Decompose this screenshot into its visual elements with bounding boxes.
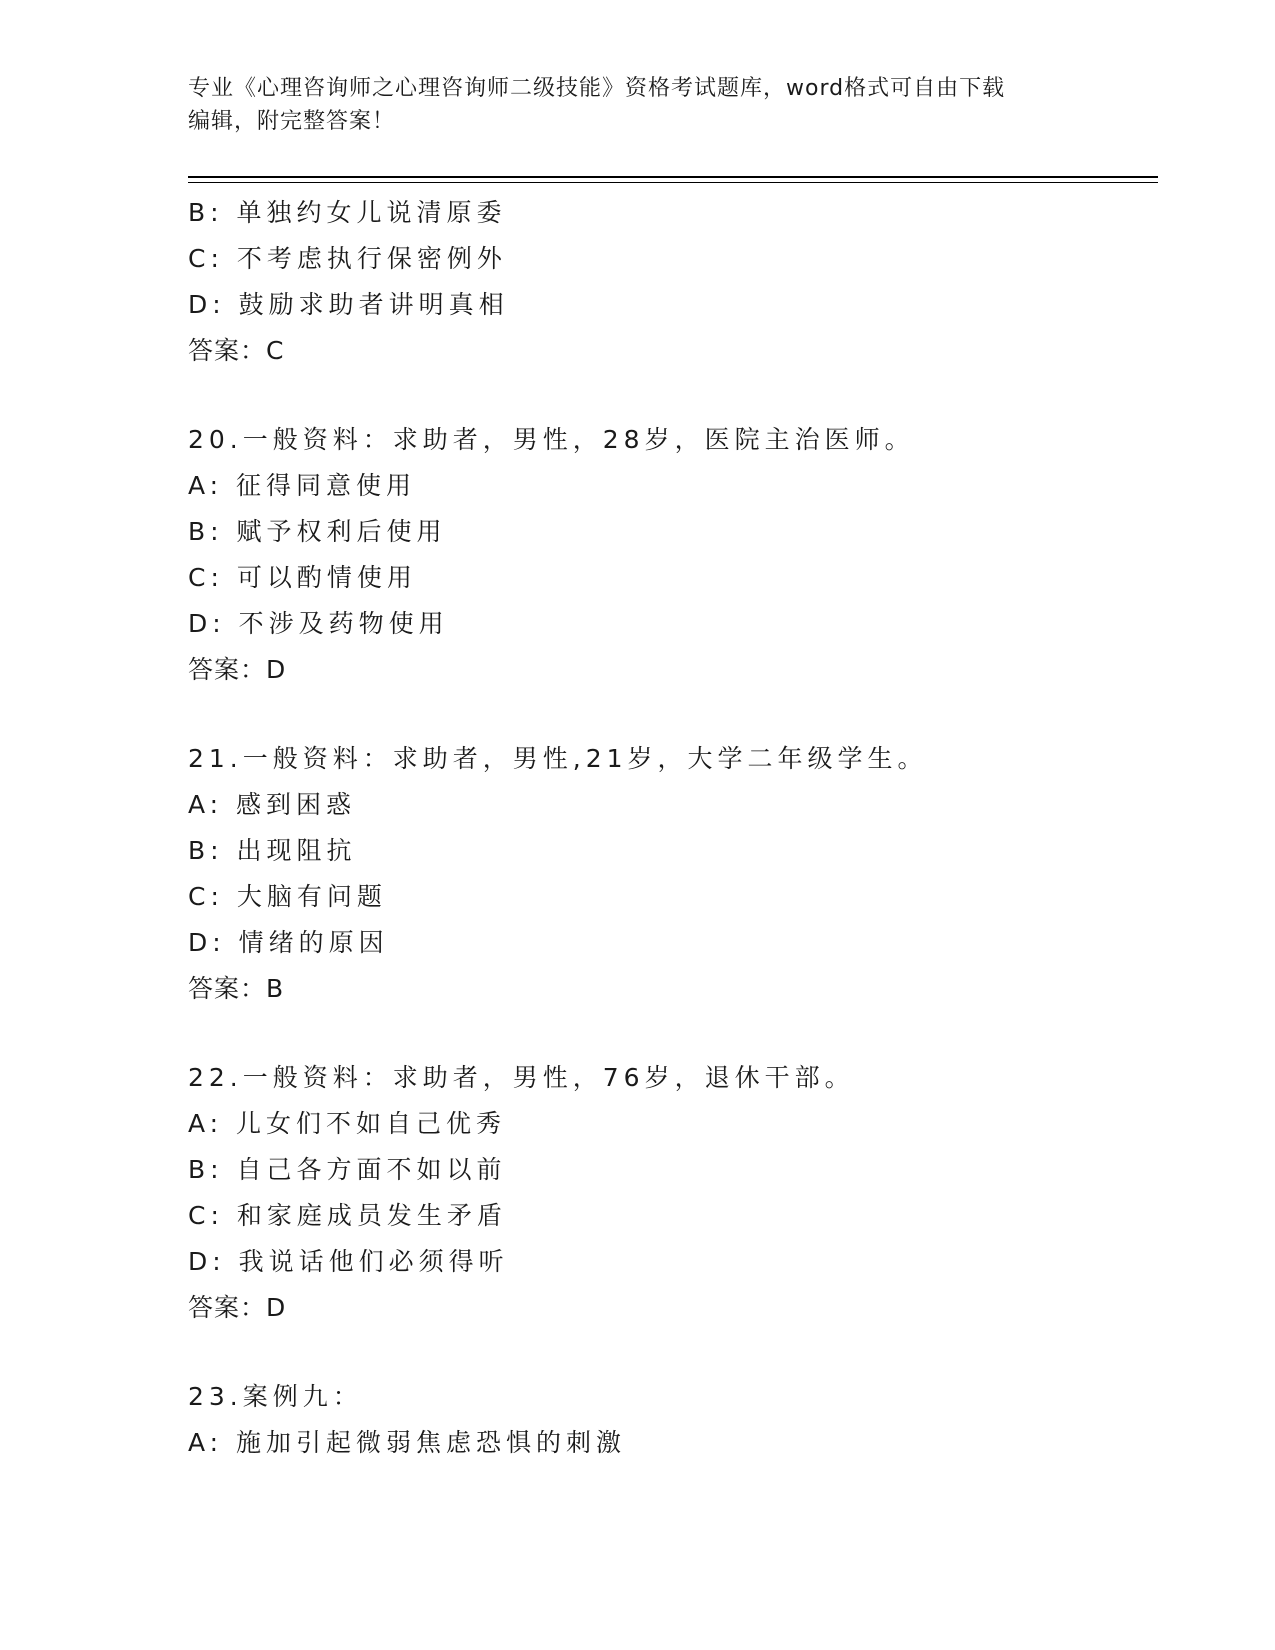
answer-line: 答案：D xyxy=(188,1293,287,1322)
question-stem: 20.一般资料：求助者，男性，28岁，医院主治医师。 xyxy=(188,425,915,454)
spacer xyxy=(188,1012,1158,1055)
answer-line: 答案：C xyxy=(188,336,285,365)
option-a: A: 感到困惑 xyxy=(188,790,357,819)
question-23 xyxy=(188,1374,1158,1466)
option-a: A: 征得同意使用 xyxy=(188,471,417,500)
header-divider-thin xyxy=(188,182,1158,183)
option-d: D: 情绪的原因 xyxy=(188,928,389,957)
option-b: B: 赋予权利后使用 xyxy=(188,517,447,546)
question-stem: 22.一般资料：求助者，男性，76岁，退休干部。 xyxy=(188,1063,855,1092)
option-d: D: 不涉及药物使用 xyxy=(188,609,449,638)
answer-line: 答案：B xyxy=(188,974,285,1003)
option-a: A: 儿女们不如自己优秀 xyxy=(188,1109,507,1138)
spacer xyxy=(188,1331,1158,1374)
option-b: B: 出现阻抗 xyxy=(188,836,357,865)
header-divider-thick xyxy=(188,176,1158,178)
option-b: B: 单独约女儿说清原委 xyxy=(188,198,507,227)
option-c: C: 和家庭成员发生矛盾 xyxy=(188,1201,507,1230)
question-block-continued xyxy=(188,190,1158,374)
option-b: B: 自己各方面不如以前 xyxy=(188,1155,507,1184)
question-21 xyxy=(188,736,1158,1012)
option-c: C: 可以酌情使用 xyxy=(188,563,417,592)
document-header xyxy=(188,72,1088,138)
question-stem: 23.案例九： xyxy=(188,1382,363,1411)
option-c: C: 大脑有问题 xyxy=(188,882,387,911)
question-list xyxy=(188,190,1158,1466)
header-line-1: 专业《心理咨询师之心理咨询师二级技能》资格考试题库，word格式可自由下载 xyxy=(188,76,1006,101)
answer-line: 答案：D xyxy=(188,655,287,684)
option-a: A: 施加引起微弱焦虑恐惧的刺激 xyxy=(188,1428,627,1457)
question-20 xyxy=(188,417,1158,693)
header-line-2: 编辑，附完整答案！ xyxy=(188,109,396,134)
spacer xyxy=(188,693,1158,736)
question-22 xyxy=(188,1055,1158,1331)
option-c: C: 不考虑执行保密例外 xyxy=(188,244,507,273)
option-d: D: 鼓励求助者讲明真相 xyxy=(188,290,509,319)
question-stem: 21.一般资料：求助者，男性,21岁，大学二年级学生。 xyxy=(188,744,928,773)
spacer xyxy=(188,374,1158,417)
option-d: D: 我说话他们必须得听 xyxy=(188,1247,509,1276)
